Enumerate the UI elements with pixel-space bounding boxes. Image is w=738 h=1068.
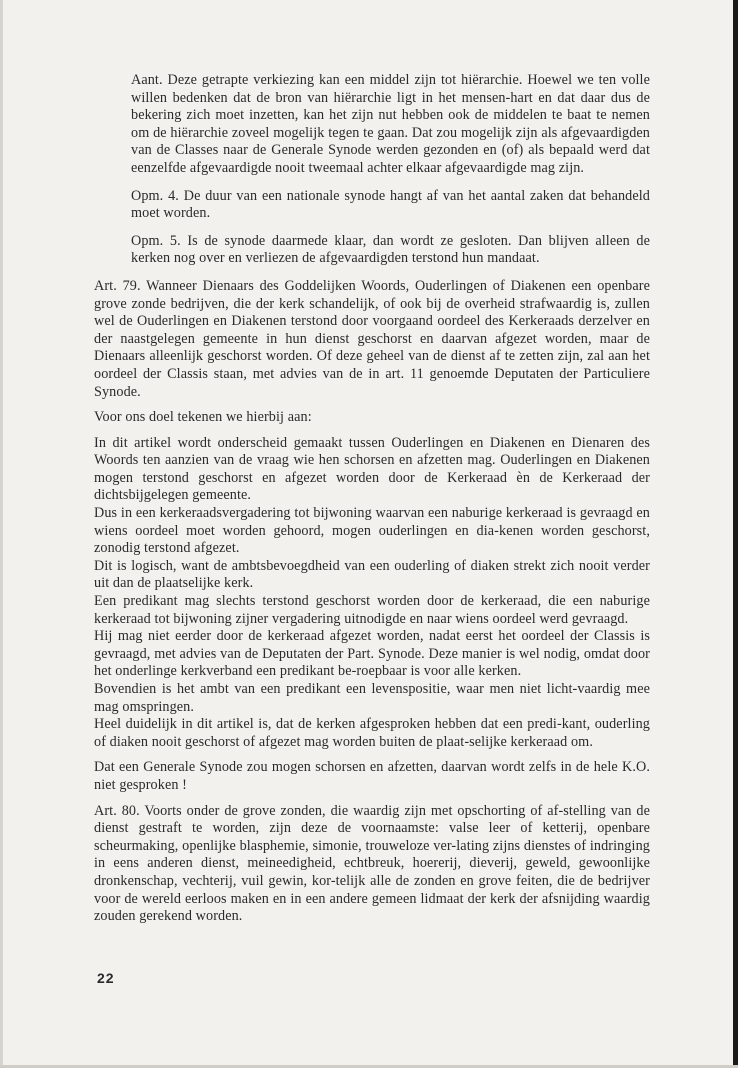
commentary-intro: Voor ons doel tekenen we hierbij aan: — [94, 409, 312, 426]
commentary-paragraph: Een predikant mag slechts terstond geschorst worden door de kerkeraad, die een naburige kerkeraad tot bijwoning zijner vergadering uitnodigde en naar wiens oordeel werd gevraagd. — [94, 593, 650, 627]
page-number: 22 — [97, 970, 115, 986]
note-aant: Aant. Deze getrapte verkiezing kan een middel zijn tot hiërarchie. Hoewel we ten volle willen bedenken dat de bron van hiërarchie ligt in het mensen-hart en dat daar dus de bekering zich moet inzetten, kan het zijn nut hebben ook de middelen te baat te nemen om de hiërarchie zoveel mogelijk tegen te gaan. Dat zou mogelijk zijn als afgevaardigden van de Classes naar de Generale Synode werden gezonden en (of) als bepaald werd dat eenzelfde afgevaardigde nooit tweemaal achter elkaar afgevaardigde mag zijn. — [131, 72, 650, 176]
commentary-paragraph: In dit artikel wordt onderscheid gemaakt tussen Ouderlingen en Diakenen en Dienaren des Woords ten aanzien van de vraag wie hen schorsen en afzetten mag. Ouderlingen en Diakenen mogen terstond geschorst en afgezet worden door de Kerkeraad èn de Kerkeraad der dichtsbijgelegen gemeente. — [94, 434, 650, 504]
commentary-paragraph: Dit is logisch, want de ambtsbevoegdheid van een ouderling of diaken strekt zich nooit verder uit dan de plaatselijke kerk. — [94, 557, 650, 592]
commentary-paragraph: Bovendien is het ambt van een predikant een levenspositie, waar men niet licht-vaardig mee mag omspringen. — [94, 681, 650, 715]
article-80: Art. 80. Voorts onder de grove zonden, die waardig zijn met opschorting of af-stelling van de dienst gestraft te worden, zijn deze de voornaamste: valse leer of ketterij, openbare scheurmaking, openlijke blasphemie, simonie, trouweloze ver-lating zijns dienstes of indringing in eens anderen dienst, meineedigheid, echtbreuk, hoererij, dieverij, geweld, gewoonlijke dronkenschap, vechterij, vuil gewin, kor-telijk alle de zonden en grove feiten, die de bedrijver voor de wereld eerloos maken en in een andere gemeen lidmaat der kerk der afsnijding waardig zouden gerekend worden. — [94, 802, 650, 925]
note-opm-5: Opm. 5. Is de synode daarmede klaar, dan wordt ze gesloten. Dan blijven alleen de kerken nog over en verliezen de afgevaardigden terstond hun mandaat. — [131, 232, 650, 267]
note-opm-4: Opm. 4. De duur van een nationale synode hangt af van het aantal zaken dat behandeld moet worden. — [131, 187, 650, 222]
article-79: Art. 79. Wanneer Dienaars des Goddelijken Woords, Ouderlingen of Diakenen een openbare grove zonde bedrijven, die der kerk schandelijk, of ook bij de overheid strafwaardig is, zullen wel de Ouderlingen en Diakenen terstond door voorgaand oordeel des Kerkeraads derzelver en der naastgelegen gemeente in hun dienst geschorst en daarvan afgezet worden, maar de Dienaars alleenlijk geschorst worden. Of deze geheel van de dienst af te zetten zijn, zal aan het oordeel der Classis staan, met advies van de in art. 11 genoemde Deputaten der Particuliere Synode. — [94, 277, 650, 400]
page-edge-left — [0, 0, 3, 1068]
page-content — [94, 72, 650, 926]
closing-remark: Dat een Generale Synode zou mogen schorsen en afzetten, daarvan wordt zelfs in de hele K.O. niet gesproken ! — [94, 759, 650, 793]
commentary-paragraph: Heel duidelijk in dit artikel is, dat de kerken afgesproken hebben dat een predi-kant, ouderling of diaken nooit geschorst of afgezet mag worden buiten de plaat-selijke kerkeraad om. — [94, 716, 650, 750]
commentary-block — [94, 435, 650, 752]
commentary-paragraph: Hij mag niet eerder door de kerkeraad afgezet worden, nadat eerst het oordeel der Classis is gevraagd, met advies van de Deputaten der Part. Synode. Deze manier is wel nodig, omdat door het onderlinge kerkverband een predikant be-roepbaar is voor alle kerken. — [94, 628, 650, 680]
indented-notes — [131, 72, 650, 268]
page-edge-right — [733, 0, 738, 1068]
commentary-paragraph: Dus in een kerkeraadsvergadering tot bijwoning waarvan een naburige kerkeraad is gevraagd en wiens oordeel moet worden gehoord, mogen ouderlingen en dia-kenen worden geschorst, zonodig terstond afgezet. — [94, 505, 650, 557]
